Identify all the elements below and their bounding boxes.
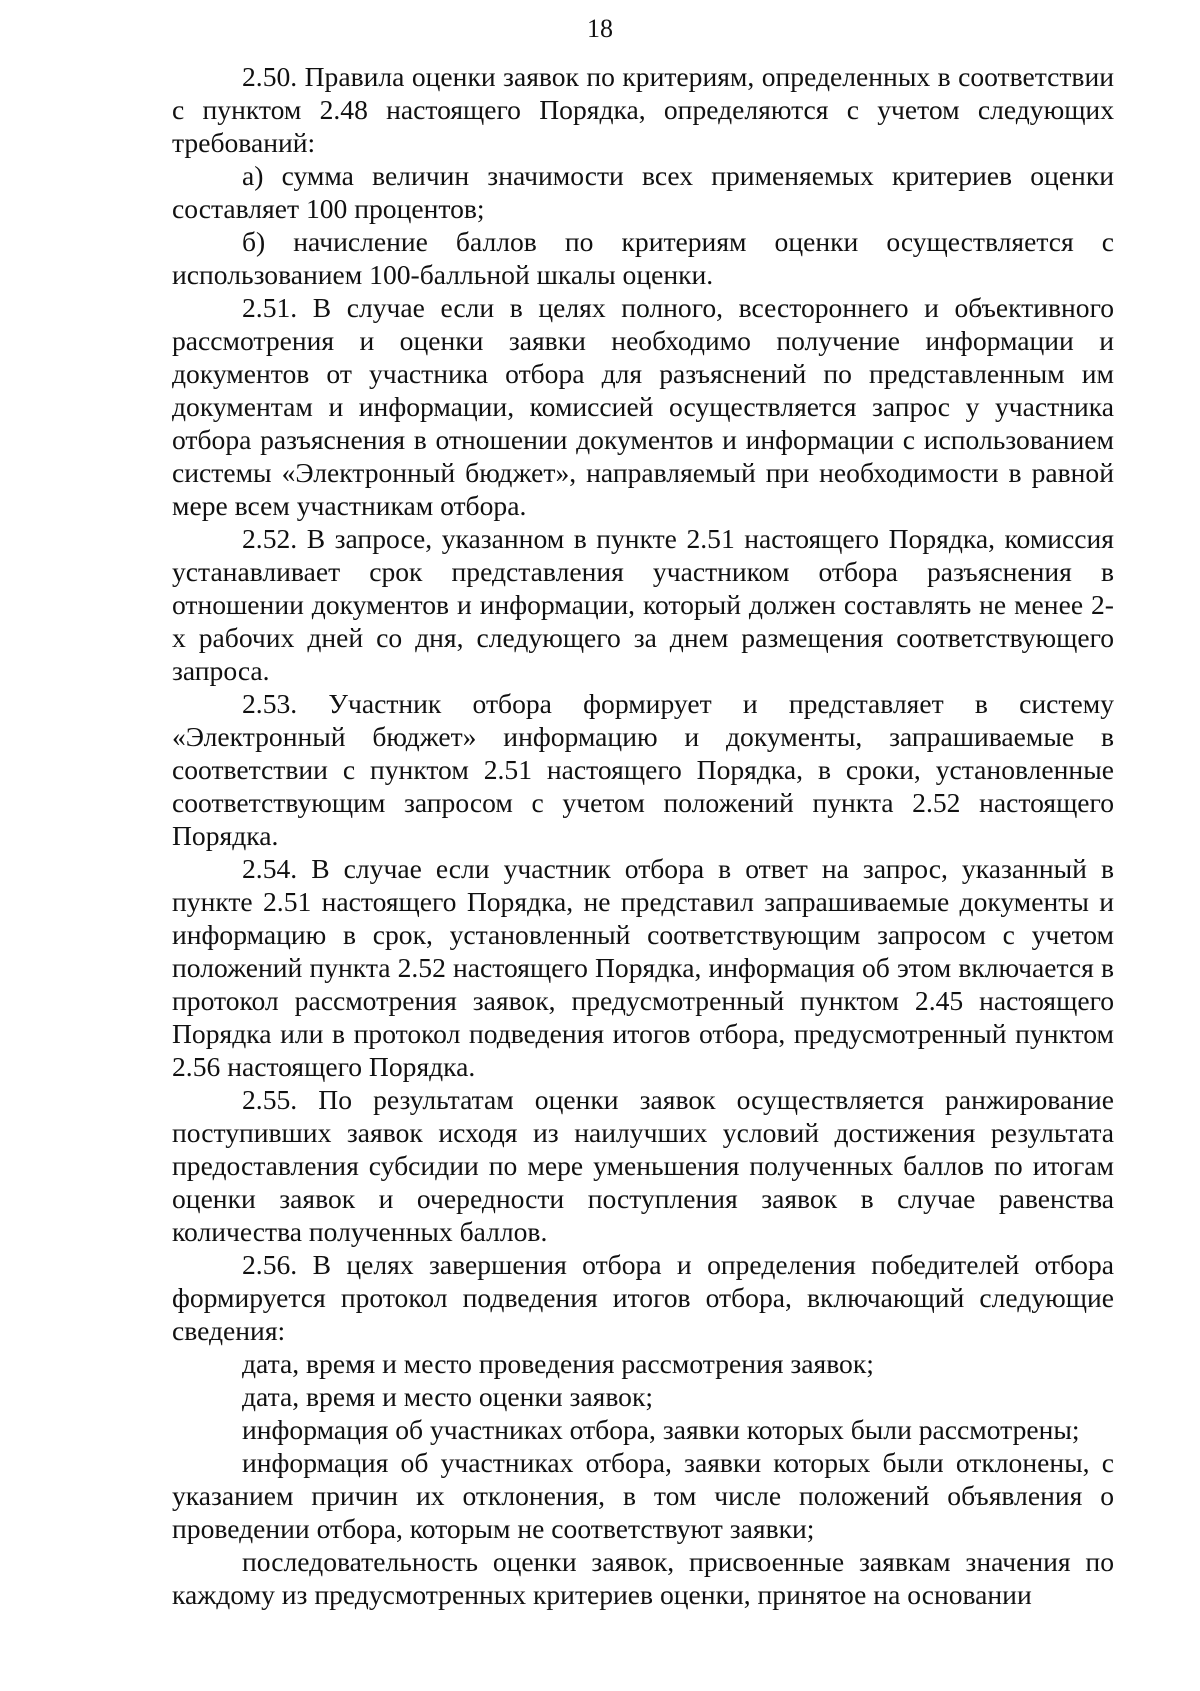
paragraph-2-53: 2.53. Участник отбора формирует и представляет в систему «Электронный бюджет» информацию и документы, запрашиваемые в соответствии с пунктом 2.51 настоящего Порядка, в сроки, установленные соответствующим запросом с учетом положений пункта 2.52 настоящего Порядка. [172,688,1114,851]
paragraph-2-54: 2.54. В случае если участник отбора в ответ на запрос, указанный в пункте 2.51 настоящего Порядка, не представил запрашиваемые документы и информацию в срок, установленный соответствующим запросом с учетом положений пункта 2.52 настоящего Порядка, информация об этом включается в протокол рассмотрения заявок, предусмотренный пунктом 2.45 настоящего Порядка или в протокол подведения итогов отбора, предусмотренный пунктом 2.56 настоящего Порядка. [172,853,1114,1082]
paragraph-2-50-b: б) начисление баллов по критериям оценки осуществляется с использованием 100-балльной шкалы оценки. [172,226,1114,290]
list-item-evaluation-sequence: последовательность оценки заявок, присвоенные заявкам значения по каждому из предусмотренных критериев оценки, принятое на основании [172,1546,1114,1610]
list-item-review-date: дата, время и место проведения рассмотрения заявок; [242,1348,874,1379]
paragraph-2-56: 2.56. В целях завершения отбора и определения победителей отбора формируется протокол подведения итогов отбора, включающий следующие сведения: [172,1249,1114,1346]
paragraph-2-51: 2.51. В случае если в целях полного, всестороннего и объективного рассмотрения и оценки заявки необходимо получение информации и документов от участника отбора для разъяснений по представленным им документам и информации, комиссией осуществляется запрос у участника отбора разъяснения в отношении документов и информации с использованием системы «Электронный бюджет», направляемый при необходимости в равной мере всем участникам отбора. [172,292,1114,521]
paragraph-2-52: 2.52. В запросе, указанном в пункте 2.51 настоящего Порядка, комиссия устанавливает срок представления участником отбора разъяснения в отношении документов и информации, который должен составлять не менее 2-х рабочих дней со дня, следующего за днем размещения соответствующего запроса. [172,523,1114,686]
list-item-evaluation-date: дата, время и место оценки заявок; [242,1381,654,1412]
paragraph-2-50-a: а) сумма величин значимости всех применяемых критериев оценки составляет 100 процентов; [172,160,1114,224]
list-item-rejected-participants: информация об участниках отбора, заявки которых были отклонены, с указанием причин их отклонения, в том числе положений объявления о проведении отбора, которым не соответствуют заявки; [172,1447,1114,1544]
page-number: 18 [587,14,613,43]
list-item-reviewed-participants: информация об участниках отбора, заявки которых были рассмотрены; [242,1414,1080,1445]
paragraph-2-55: 2.55. По результатам оценки заявок осуществляется ранжирование поступивших заявок исходя из наилучших условий достижения результата предоставления субсидии по мере уменьшения полученных баллов по итогам оценки заявок и очередности поступления заявок в случае равенства количества полученных баллов. [172,1084,1114,1247]
paragraph-2-50: 2.50. Правила оценки заявок по критериям, определенных в соответствии с пунктом 2.48 настоящего Порядка, определяются с учетом следующих требований: [172,61,1114,158]
document-body [172,60,1114,1611]
